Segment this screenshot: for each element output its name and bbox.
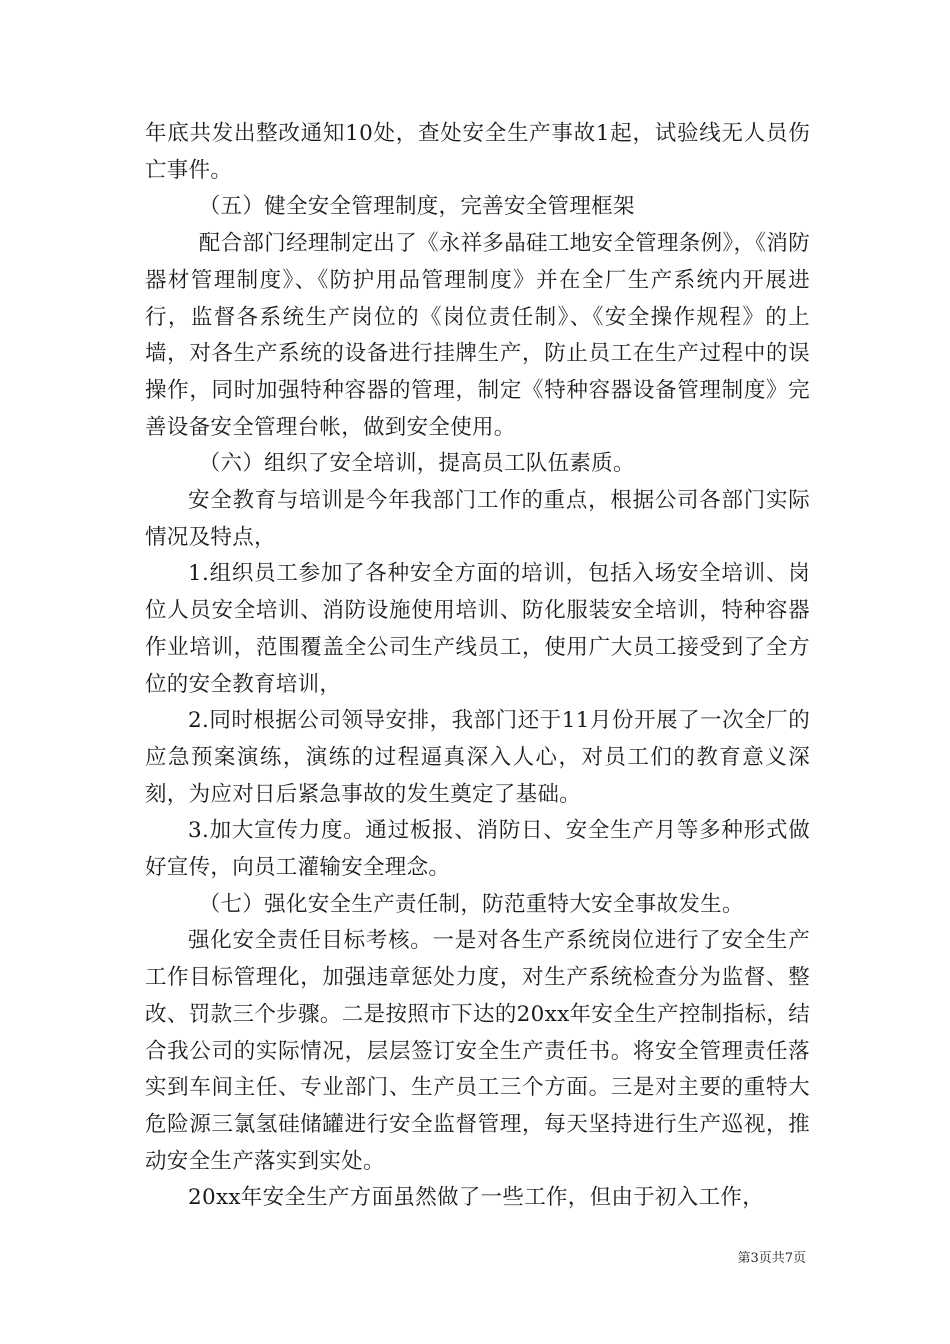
document-body [145,116,810,1217]
section-heading-6: （六）组织了安全培训，提高员工队伍素质。 [198,451,635,477]
paragraph-continuation: 年底共发出整改通知10处，查处安全生产事故1起，试验线无人员伤亡事件。 [145,121,810,183]
section-heading-5: （五）健全安全管理制度，完善安全管理框架 [198,194,635,220]
page-number: 第3页共7页 [737,1251,806,1266]
list-item-3: 3.加大宣传力度。通过板报、消防日、安全生产月等多种形式做好宣传，向员工灌输安全理念。 [145,818,810,881]
paragraph-management-system: 配合部门经理制定出了《永祥多晶硅工地安全管理条例》，《消防器材管理制度》、《防护用品管理制度》并在全厂生产系统内开展进行，监督各系统生产岗位的《岗位责任制》、《安全操作规程》的上墙，对各生产系统的设备进行挂牌生产，防止员工在生产过程中的误操作，同时加强特种容器的管理，制定《特种容器设备管理制度》完善设备安全管理台帐，做到安全使用。 [145,231,810,440]
paragraph-training-intro: 安全教育与培训是今年我部门工作的重点，根据公司各部门实际情况及特点， [145,488,810,550]
section-heading-7: （七）强化安全生产责任制，防范重特大安全事故发生。 [198,891,744,917]
paragraph-responsibility: 强化安全责任目标考核。一是对各生产系统岗位进行了安全生产工作目标管理化，加强违章惩处力度，对生产系统检查分为监督、整改、罚款三个步骤。二是按照市下达的20xx年安全生产控制指标，结合我公司的实际情况，层层签订安全生产责任书。将安全管理责任落实到车间主任、专业部门、生产员工三个方面。三是对主要的重特大危险源三氯氢硅储罐进行安全监督管理，每天坚持进行生产巡视，推动安全生产落实到实处。 [145,928,810,1174]
list-item-2: 2.同时根据公司领导安排，我部门还于11月份开展了一次全厂的应急预案演练，演练的过程逼真深入人心，对员工们的教育意义深刻，为应对日后紧急事故的发生奠定了基础。 [145,708,810,807]
list-item-1: 1.组织员工参加了各种安全方面的培训，包括入场安全培训、岗位人员安全培训、消防设施使用培训、防化服装安全培训，特种容器作业培训，范围覆盖全公司生产线员工，使用广大员工接受到了全方位的安全教育培训， [145,561,810,697]
paragraph-summary-start: 20xx年安全生产方面虽然做了一些工作，但由于初入工作， [188,1185,765,1211]
